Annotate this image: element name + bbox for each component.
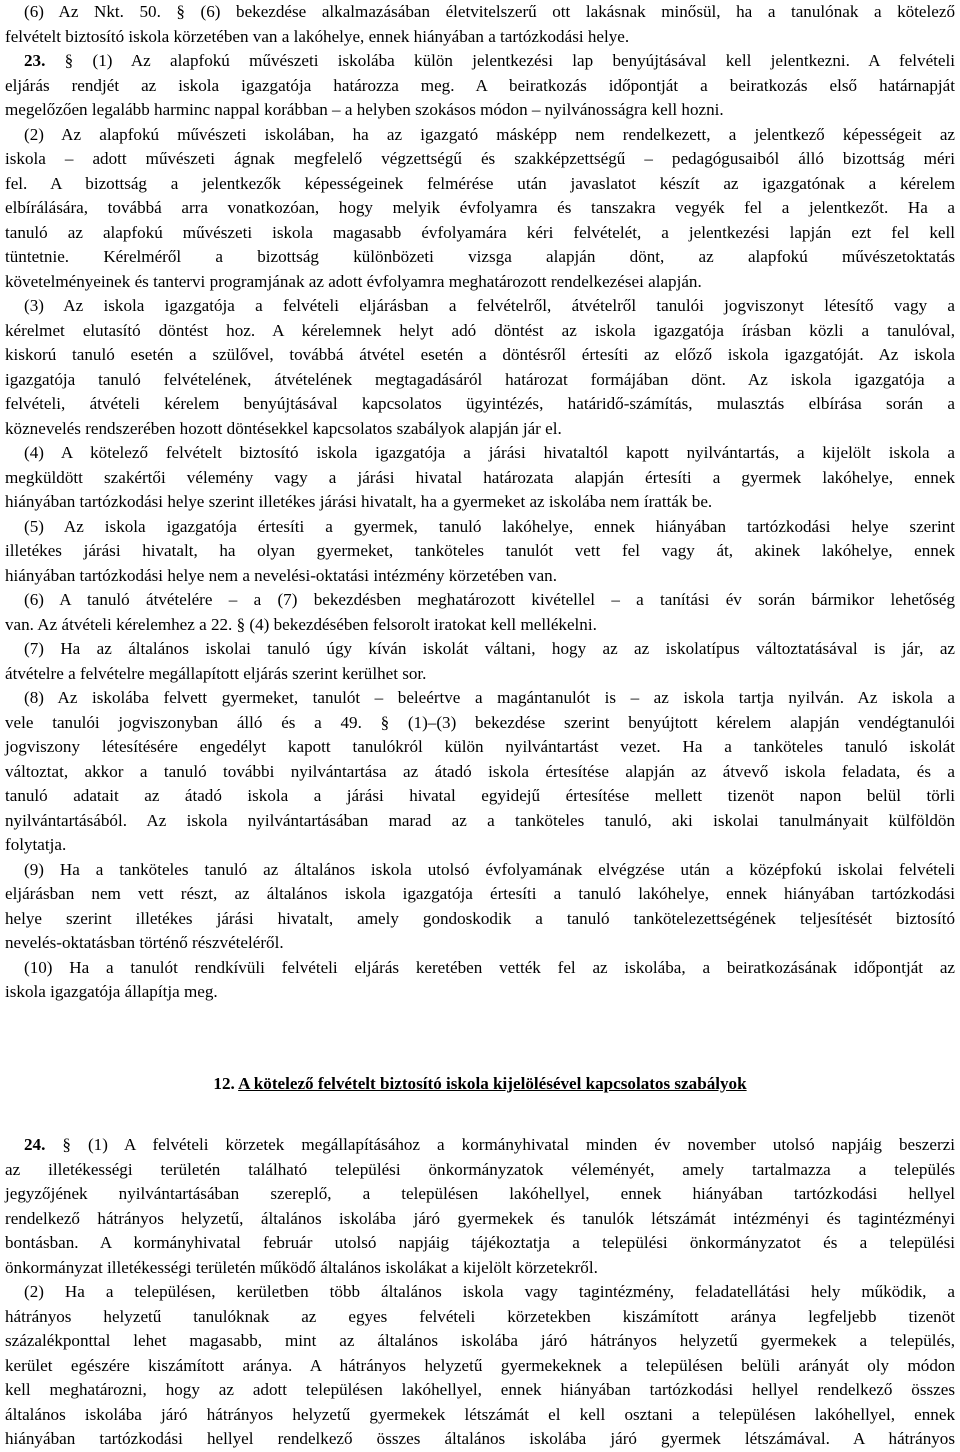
text-line: nyilvántartásából. Az iskola nyilvántartásában marad az a tanköteles tanuló, aki iskolai tanulmányait külföldön [5,810,955,830]
text-line: vele tanulói jogviszonyban álló és a 49. § (1)–(3) bekezdése szerint benyújtott kérelem alapján vendégtanulói [5,712,955,732]
text-line: (6) Az Nkt. 50. § (6) bekezdése alkalmazásában életvitelszerű ott lakásnak minősül, ha a tanulónak a kötelező [24,2,955,21]
section-number: 23. [24,51,46,70]
text-line: tüntetnie. Kérelméről a bizottság különbözeti vizsga alapján dönt, az alapfokú művészetoktatás [5,247,955,266]
text-line: (5) Az iskola igazgatója értesíti a gyermek, tanuló lakóhelye, ennek hiányában tartózkodási helye szerint [24,516,955,536]
text-line: százalékponttal lehet magasabb, mint az általános iskolába járó hátrányos helyzetű gyermekek a település, [5,1331,955,1350]
text-line: megelőzően legalább harminc nappal korábban – a helyben szokásos módon – nyilvánosságra kell hozni. [5,100,724,119]
text-line: kiskorú tanuló esetén a szülővel, továbbá átvétel esetén a döntésről értesíti az előző iskola igazgatóját. Az iskola [5,345,955,364]
heading-number: 12. [213,1074,235,1093]
text-line: igazgatója tanuló felvételének, átvételének megtagadásáról határozat formájában dönt. Az iskola igazgatója a [5,369,955,389]
text-line: (4) A kötelező felvételt biztosító iskola igazgatója a járási hivataltól kapott nyilvántartás, a kijelölt iskola a [24,443,955,462]
text-line: helye szerint illetékes járási hivatalt, amely gondoskodik a tanuló tankötelezettségének teljesítését biztosító [5,908,955,928]
text-line: kell meghatározni, hogy az adott településen lakóhellyel, ennek hiányában tartózkodási hellyel rendelkező összes [5,1380,955,1399]
text-line: hiányában tartózkodási hellyel rendelkező összes általános iskolába járó gyermek létszámával. A hátrányos [5,1429,955,1448]
text-line: átvételre a felvételre megállapított eljárás szerint kerülhet sor. [5,663,427,683]
text-line: eljárás rendjét az iskola igazgatója határozza meg. A beiratkozás időpontját a beiratkozás első határnapját [5,75,955,95]
text-line: (2) Ha a településen, kerületben több általános iskola vagy tagintézmény, feladatellátási hely működik, a [24,1282,955,1301]
text-line: nevelés-oktatásban történő részvételéről. [5,933,284,952]
section-number: 24. [24,1135,46,1154]
text-line: megküldött szakértői vélemény vagy a járási hivatal határozata alapján értesíti a gyermek lakóhelye, ennek [5,467,955,487]
text-line: (6) A tanuló átvételére – a (7) bekezdésben meghatározott kivétellel – a tanítási év során bármikor lehetőség [24,590,955,609]
text-line: követelményeinek és tantervi programjának az adott évfolyamra meghatározott rendelkezései alapján. [5,271,702,291]
text-line: (8) Az iskolába felvett gyermeket, tanulót – beleértve a magántanulót is – az iskola tartja nyilván. Az iskola a [24,688,955,707]
text-line: iskola – adott művészeti ágnak megfelelő végzettségű és szakképzettségű – pedagógusaiból álló bizottság méri [5,149,955,168]
text-line: tanuló adatait az átadó iskola a járási hivatal egyidejű értesítése mellett tizenöt napon belül törli [5,786,955,805]
text-line: jegyzőjének nyilvántartásában szereplő, a településen lakóhellyel, ennek hiányában tartózkodási hellyel [5,1184,955,1203]
text-line: van. Az átvételi kérelemhez a 22. § (4) bekezdésében felsorolt iratokat kell mellékelni. [5,614,597,634]
text-line: általános iskolába járó hátrányos helyzetű gyermekek létszámát el kell osztani a településen lakóhellyel, ennek [5,1404,955,1424]
text-line: önkormányzat illetékességi területén működő általános iskolákat a kijelölt körzetekről. [5,1257,598,1277]
text-line: rendelkező hátrányos helyzetű, általános iskolába járó gyermekek és tanulók létszámát intézményi és tagintézményi [5,1208,955,1228]
text-line: hiányában tartózkodási helye nem a nevelési-oktatási intézmény körzetében van. [5,565,557,585]
heading-title: A kötelező felvételt biztosító iskola kijelölésével kapcsolatos szabályok [238,1074,747,1093]
section-heading [0,1072,960,1096]
text-line: (9) Ha a tanköteles tanuló az általános iskola utolsó évfolyamának elvégzése után a középfokú iskolai felvételi [24,859,955,879]
text-line: hiányában tartózkodási helye szerint illetékes járási hivatalt, ha a gyermeket az iskolába nem íratták be. [5,492,713,511]
text-line: 24. § (1) A felvételi körzetek megállapításához a kormányhivatal minden év november utolsó napjáig beszerzi [24,1135,955,1154]
text-line: felvételi, átvételi kérelem benyújtásával kapcsolatos ügyintézés, határidő-számítás, mulasztás elbírása során a [5,394,955,413]
text-line: az illetékességi területén található települési önkormányzatok véleményét, amely tartalmazza a település [5,1159,955,1179]
text-line: kérelmet elutasító döntést hoz. A kérelemnek helyt adó döntést az iskola igazgatója írásban közli a tanulóval, [5,320,955,340]
text-line: jogviszony létesítésére engedélyt kapott tanulókról külön nyilvántartást vezet. Ha a tanköteles tanuló iskolát [5,737,955,756]
text-line: bontásban. A kormányhivatal február utolsó napjáig tájékoztatja a települési önkormányzatot és a települési [5,1233,955,1252]
text-line: (2) Az alapfokú művészeti iskolában, ha az igazgató másképp nem rendelkezett, a jelentkező képességeit az [24,124,955,144]
text-line: köznevelés rendszerében hozott döntésekkel kapcsolatos szabályok alapján jár el. [5,418,562,438]
text-line: iskola igazgatója állapítja meg. [5,982,218,1001]
text-line: tanuló az alapfokú művészeti iskola magasabb évfolyamára kéri felvételét, a jelentkezési lapján ezt fel kell [5,222,955,242]
text-line: 23. § (1) Az alapfokú művészeti iskolába külön jelentkezési lap benyújtásával kell jelentkezni. A felvételi [24,51,955,70]
text-line: felvételt biztosító iskola körzetében van a lakóhelye, ennek hiányában a tartózkodási helye. [5,26,630,46]
text-line: (7) Ha az általános iskolai tanuló úgy kíván iskolát váltani, hogy az az iskolatípus változtatásával is jár, az [24,639,955,658]
text-line: illetékes járási hivatalt, ha olyan gyermeket, tanköteles tanulót vett fel vagy át, akinek lakóhelye, ennek [5,541,955,560]
text-line: folytatja. [5,835,67,854]
text-line: fel. A bizottság a jelentkezők képességeinek felmérése után javaslatot készít az igazgatónak a kérelem [5,173,955,193]
text-line: (10) Ha a tanulót rendkívüli felvételi eljárás keretében vették fel az iskolába, a beiratkozásának időpontját az [24,957,955,977]
text-line: elbírálására, továbbá arra vonatkozóan, hogy melyik évfolyamra és tanszakra vegyék fel a jelentkezőt. Ha a [5,198,955,217]
text-line: (3) Az iskola igazgatója a felvételi eljárásban a felvételről, átvételről tanulói jogviszonyt létesítő vagy a [24,296,955,315]
text-line: kerület egészére kiszámított aránya. A hátrányos helyzetű gyermekeknek a településen belüli arányát oly módon [5,1355,955,1375]
text-line: változtat, akkor a tanuló további nyilvántartása az átadó iskola értesítése alapján az átvevő iskola feladata, és a [5,761,955,781]
text-line: eljárásban nem vett részt, az általános iskola igazgatója értesíti a tanuló lakóhelye, ennek hiányában tartózkodási [5,884,955,903]
text-line: hátrányos helyzetű tanulóknak az egyes felvételi körzetekben kiszámított aránya legfeljebb tizenöt [5,1306,955,1326]
